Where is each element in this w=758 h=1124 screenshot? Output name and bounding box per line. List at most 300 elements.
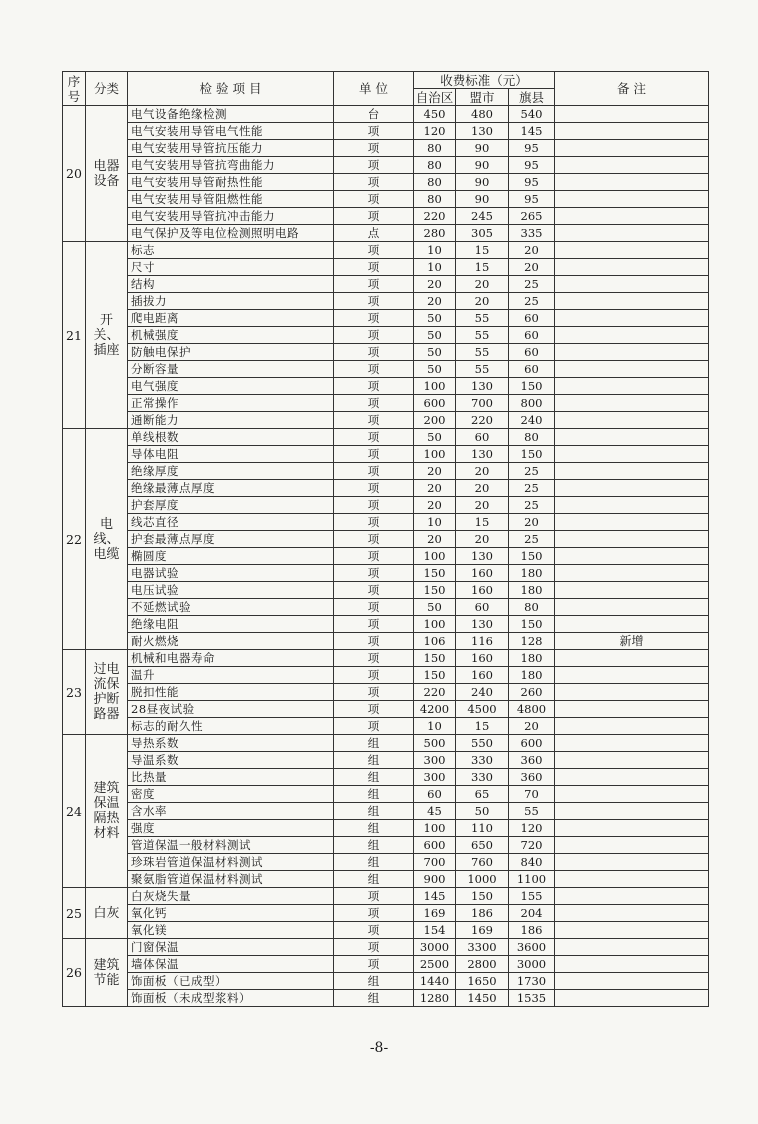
group-seq: 26 [63, 939, 86, 1007]
cell-fee-county: 55 [509, 803, 555, 820]
cell-fee-league: 130 [456, 123, 509, 140]
cell-fee-county: 360 [509, 752, 555, 769]
cell-fee-county: 1100 [509, 871, 555, 888]
cell-unit: 项 [334, 157, 414, 174]
cell-fee-league: 760 [456, 854, 509, 871]
table-row [63, 276, 709, 293]
cell-remark [555, 752, 709, 769]
cell-item: 珍珠岩管道保温材料测试 [128, 854, 334, 871]
table-row [63, 106, 709, 123]
cell-item: 绝缘电阻 [128, 616, 334, 633]
cell-item: 电气安装用导管抗冲击能力 [128, 208, 334, 225]
table-row [63, 548, 709, 565]
cell-fee-league: 20 [456, 293, 509, 310]
table-row [63, 650, 709, 667]
cell-fee-county: 335 [509, 225, 555, 242]
cell-fee-league: 1650 [456, 973, 509, 990]
cell-unit: 项 [334, 497, 414, 514]
cell-fee-league: 550 [456, 735, 509, 752]
group-category: 电线、电缆 [86, 429, 128, 650]
cell-remark [555, 939, 709, 956]
cell-fee-county: 600 [509, 735, 555, 752]
cell-fee-county: 20 [509, 242, 555, 259]
cell-fee-league: 110 [456, 820, 509, 837]
table-row [63, 123, 709, 140]
header-item: 检 验 项 目 [128, 72, 334, 106]
cell-unit: 项 [334, 140, 414, 157]
cell-fee-region: 900 [414, 871, 456, 888]
table-row [63, 429, 709, 446]
cell-item: 氧化钙 [128, 905, 334, 922]
cell-item: 电气保护及等电位检测照明电路 [128, 225, 334, 242]
table-row [63, 684, 709, 701]
table-row [63, 293, 709, 310]
cell-unit: 项 [334, 922, 414, 939]
cell-item: 白灰烧失量 [128, 888, 334, 905]
cell-fee-league: 55 [456, 310, 509, 327]
cell-remark [555, 990, 709, 1007]
cell-fee-league: 1000 [456, 871, 509, 888]
cell-fee-county: 360 [509, 769, 555, 786]
cell-fee-region: 50 [414, 344, 456, 361]
table-row [63, 633, 709, 650]
cell-unit: 点 [334, 225, 414, 242]
header-row [63, 72, 709, 89]
cell-unit: 项 [334, 293, 414, 310]
cell-fee-region: 10 [414, 514, 456, 531]
cell-item: 通断能力 [128, 412, 334, 429]
cell-fee-league: 65 [456, 786, 509, 803]
group-seq: 20 [63, 106, 86, 242]
cell-remark [555, 701, 709, 718]
table-row [63, 735, 709, 752]
cell-fee-region: 600 [414, 837, 456, 854]
header-fee: 收费标准（元） [414, 72, 555, 89]
cell-unit: 组 [334, 820, 414, 837]
table-row [63, 242, 709, 259]
cell-fee-region: 80 [414, 157, 456, 174]
table-row [63, 412, 709, 429]
cell-item: 机械和电器寿命 [128, 650, 334, 667]
cell-fee-league: 160 [456, 667, 509, 684]
cell-fee-region: 3000 [414, 939, 456, 956]
cell-item: 护套最薄点厚度 [128, 531, 334, 548]
cell-unit: 项 [334, 956, 414, 973]
cell-remark [555, 157, 709, 174]
cell-remark [555, 718, 709, 735]
cell-fee-region: 150 [414, 582, 456, 599]
cell-remark [555, 480, 709, 497]
cell-item: 电气强度 [128, 378, 334, 395]
cell-remark [555, 123, 709, 140]
cell-fee-county: 540 [509, 106, 555, 123]
cell-fee-county: 150 [509, 548, 555, 565]
cell-fee-region: 50 [414, 429, 456, 446]
cell-unit: 项 [334, 463, 414, 480]
cell-item: 温升 [128, 667, 334, 684]
header-unit: 单 位 [334, 72, 414, 106]
cell-fee-county: 25 [509, 497, 555, 514]
table-row [63, 973, 709, 990]
cell-item: 导温系数 [128, 752, 334, 769]
cell-unit: 项 [334, 939, 414, 956]
cell-unit: 项 [334, 361, 414, 378]
cell-unit: 项 [334, 276, 414, 293]
cell-remark [555, 854, 709, 871]
cell-unit: 组 [334, 973, 414, 990]
cell-fee-league: 305 [456, 225, 509, 242]
cell-unit: 项 [334, 548, 414, 565]
cell-fee-region: 150 [414, 667, 456, 684]
group-category: 白灰 [86, 888, 128, 939]
table-row [63, 939, 709, 956]
cell-item: 耐火燃烧 [128, 633, 334, 650]
cell-fee-county: 20 [509, 259, 555, 276]
cell-unit: 组 [334, 769, 414, 786]
table-row [63, 701, 709, 718]
cell-unit: 项 [334, 650, 414, 667]
group-category: 开关、插座 [86, 242, 128, 429]
cell-fee-league: 15 [456, 718, 509, 735]
cell-fee-region: 600 [414, 395, 456, 412]
cell-fee-county: 120 [509, 820, 555, 837]
table-row [63, 446, 709, 463]
cell-remark [555, 837, 709, 854]
cell-fee-region: 220 [414, 208, 456, 225]
cell-fee-league: 330 [456, 769, 509, 786]
table-row [63, 157, 709, 174]
cell-fee-region: 280 [414, 225, 456, 242]
cell-fee-league: 186 [456, 905, 509, 922]
table-row [63, 208, 709, 225]
cell-fee-region: 10 [414, 259, 456, 276]
cell-item: 电气设备绝缘检测 [128, 106, 334, 123]
cell-fee-league: 55 [456, 344, 509, 361]
cell-remark [555, 225, 709, 242]
cell-item: 电气安装用导管阻燃性能 [128, 191, 334, 208]
cell-unit: 项 [334, 412, 414, 429]
cell-fee-region: 4200 [414, 701, 456, 718]
cell-remark [555, 905, 709, 922]
cell-remark [555, 191, 709, 208]
page-number: -8- [369, 1040, 389, 1056]
table-row [63, 854, 709, 871]
cell-unit: 项 [334, 259, 414, 276]
cell-fee-county: 3000 [509, 956, 555, 973]
cell-remark [555, 531, 709, 548]
cell-fee-league: 160 [456, 582, 509, 599]
cell-remark [555, 361, 709, 378]
cell-unit: 组 [334, 871, 414, 888]
cell-item: 绝缘最薄点厚度 [128, 480, 334, 497]
cell-unit: 组 [334, 786, 414, 803]
cell-fee-league: 55 [456, 361, 509, 378]
table-row [63, 395, 709, 412]
table-row [63, 174, 709, 191]
cell-item: 密度 [128, 786, 334, 803]
cell-item: 28昼夜试验 [128, 701, 334, 718]
cell-fee-league: 60 [456, 599, 509, 616]
cell-unit: 组 [334, 735, 414, 752]
cell-item: 饰面板（未成型浆料） [128, 990, 334, 1007]
table-row [63, 480, 709, 497]
cell-fee-county: 150 [509, 378, 555, 395]
cell-fee-league: 169 [456, 922, 509, 939]
cell-fee-county: 60 [509, 310, 555, 327]
cell-item: 护套厚度 [128, 497, 334, 514]
cell-fee-region: 106 [414, 633, 456, 650]
cell-fee-county: 80 [509, 429, 555, 446]
cell-unit: 项 [334, 395, 414, 412]
cell-fee-league: 4500 [456, 701, 509, 718]
cell-fee-league: 90 [456, 174, 509, 191]
cell-fee-region: 150 [414, 650, 456, 667]
cell-unit: 项 [334, 888, 414, 905]
cell-fee-county: 20 [509, 718, 555, 735]
cell-unit: 项 [334, 378, 414, 395]
cell-item: 爬电距离 [128, 310, 334, 327]
cell-item: 聚氨脂管道保温材料测试 [128, 871, 334, 888]
cell-fee-county: 240 [509, 412, 555, 429]
cell-remark [555, 973, 709, 990]
cell-fee-region: 1280 [414, 990, 456, 1007]
cell-remark [555, 327, 709, 344]
cell-fee-league: 130 [456, 616, 509, 633]
header-remark: 备 注 [555, 72, 709, 106]
cell-fee-league: 160 [456, 650, 509, 667]
cell-item: 导热系数 [128, 735, 334, 752]
cell-fee-county: 25 [509, 293, 555, 310]
cell-fee-region: 1440 [414, 973, 456, 990]
group-category: 过电流保护断路器 [86, 650, 128, 735]
cell-fee-county: 25 [509, 463, 555, 480]
cell-fee-region: 100 [414, 378, 456, 395]
cell-item: 椭圆度 [128, 548, 334, 565]
cell-remark [555, 242, 709, 259]
cell-fee-league: 3300 [456, 939, 509, 956]
cell-fee-region: 100 [414, 446, 456, 463]
cell-item: 墙体保温 [128, 956, 334, 973]
cell-fee-county: 80 [509, 599, 555, 616]
cell-fee-region: 50 [414, 327, 456, 344]
cell-item: 绝缘厚度 [128, 463, 334, 480]
cell-unit: 组 [334, 990, 414, 1007]
cell-item: 强度 [128, 820, 334, 837]
cell-unit: 项 [334, 565, 414, 582]
cell-fee-county: 150 [509, 616, 555, 633]
cell-fee-county: 128 [509, 633, 555, 650]
cell-fee-league: 15 [456, 514, 509, 531]
cell-unit: 项 [334, 701, 414, 718]
cell-fee-county: 25 [509, 480, 555, 497]
cell-fee-county: 720 [509, 837, 555, 854]
cell-fee-county: 95 [509, 191, 555, 208]
cell-unit: 项 [334, 718, 414, 735]
cell-unit: 项 [334, 123, 414, 140]
table-row [63, 922, 709, 939]
cell-unit: 项 [334, 531, 414, 548]
cell-item: 导体电阻 [128, 446, 334, 463]
table-row [63, 344, 709, 361]
cell-fee-region: 154 [414, 922, 456, 939]
cell-item: 管道保温一般材料测试 [128, 837, 334, 854]
cell-fee-county: 800 [509, 395, 555, 412]
table-row [63, 327, 709, 344]
cell-remark [555, 871, 709, 888]
cell-fee-region: 50 [414, 599, 456, 616]
table-row [63, 616, 709, 633]
cell-fee-league: 130 [456, 548, 509, 565]
cell-fee-region: 150 [414, 565, 456, 582]
table-row [63, 497, 709, 514]
cell-remark [555, 888, 709, 905]
cell-fee-region: 20 [414, 293, 456, 310]
cell-fee-county: 20 [509, 514, 555, 531]
cell-remark [555, 667, 709, 684]
group-category: 建筑节能 [86, 939, 128, 1007]
cell-unit: 项 [334, 446, 414, 463]
cell-unit: 项 [334, 905, 414, 922]
cell-remark [555, 786, 709, 803]
cell-fee-region: 300 [414, 769, 456, 786]
cell-fee-county: 95 [509, 174, 555, 191]
cell-fee-county: 4800 [509, 701, 555, 718]
table-row [63, 905, 709, 922]
cell-fee-region: 120 [414, 123, 456, 140]
cell-fee-region: 10 [414, 718, 456, 735]
cell-fee-county: 180 [509, 582, 555, 599]
cell-unit: 台 [334, 106, 414, 123]
table-row [63, 531, 709, 548]
table-row [63, 786, 709, 803]
table-row [63, 310, 709, 327]
cell-fee-league: 130 [456, 378, 509, 395]
cell-fee-region: 20 [414, 480, 456, 497]
cell-fee-region: 100 [414, 548, 456, 565]
cell-fee-county: 840 [509, 854, 555, 871]
cell-fee-region: 200 [414, 412, 456, 429]
cell-remark [555, 446, 709, 463]
cell-remark [555, 548, 709, 565]
cell-fee-county: 155 [509, 888, 555, 905]
cell-item: 正常操作 [128, 395, 334, 412]
cell-fee-league: 20 [456, 497, 509, 514]
cell-remark [555, 803, 709, 820]
table-row [63, 888, 709, 905]
cell-fee-county: 95 [509, 140, 555, 157]
cell-unit: 项 [334, 310, 414, 327]
cell-fee-league: 90 [456, 140, 509, 157]
cell-unit: 项 [334, 344, 414, 361]
cell-fee-region: 20 [414, 531, 456, 548]
cell-item: 饰面板（已成型） [128, 973, 334, 990]
cell-item: 含水率 [128, 803, 334, 820]
cell-fee-county: 3600 [509, 939, 555, 956]
table-row [63, 667, 709, 684]
cell-fee-region: 50 [414, 361, 456, 378]
cell-remark [555, 582, 709, 599]
cell-fee-region: 100 [414, 820, 456, 837]
cell-remark [555, 463, 709, 480]
group-seq: 21 [63, 242, 86, 429]
cell-item: 电气安装用导管电气性能 [128, 123, 334, 140]
cell-fee-region: 169 [414, 905, 456, 922]
group-seq: 24 [63, 735, 86, 888]
cell-fee-county: 180 [509, 650, 555, 667]
cell-fee-county: 180 [509, 565, 555, 582]
cell-fee-league: 15 [456, 259, 509, 276]
cell-remark [555, 956, 709, 973]
cell-unit: 项 [334, 191, 414, 208]
cell-unit: 项 [334, 599, 414, 616]
cell-unit: 组 [334, 837, 414, 854]
cell-fee-league: 20 [456, 463, 509, 480]
cell-unit: 项 [334, 616, 414, 633]
group-seq: 22 [63, 429, 86, 650]
cell-remark [555, 208, 709, 225]
cell-fee-league: 245 [456, 208, 509, 225]
cell-item: 标志 [128, 242, 334, 259]
cell-fee-county: 70 [509, 786, 555, 803]
cell-fee-region: 10 [414, 242, 456, 259]
table-row [63, 803, 709, 820]
cell-item: 机械强度 [128, 327, 334, 344]
cell-remark [555, 616, 709, 633]
cell-fee-county: 150 [509, 446, 555, 463]
cell-fee-league: 15 [456, 242, 509, 259]
table-row [63, 361, 709, 378]
cell-item: 比热量 [128, 769, 334, 786]
table-row [63, 956, 709, 973]
cell-fee-region: 20 [414, 497, 456, 514]
cell-fee-region: 100 [414, 616, 456, 633]
cell-unit: 项 [334, 514, 414, 531]
cell-remark [555, 820, 709, 837]
cell-remark: 新增 [555, 633, 709, 650]
cell-unit: 项 [334, 633, 414, 650]
cell-fee-region: 2500 [414, 956, 456, 973]
cell-remark [555, 514, 709, 531]
cell-fee-county: 60 [509, 361, 555, 378]
cell-unit: 组 [334, 854, 414, 871]
cell-fee-county: 60 [509, 327, 555, 344]
cell-item: 门窗保温 [128, 939, 334, 956]
cell-fee-league: 700 [456, 395, 509, 412]
table-row [63, 225, 709, 242]
cell-fee-league: 130 [456, 446, 509, 463]
cell-fee-county: 25 [509, 276, 555, 293]
group-category: 建筑保温隔热材料 [86, 735, 128, 888]
cell-unit: 组 [334, 803, 414, 820]
table-row [63, 837, 709, 854]
cell-remark [555, 174, 709, 191]
cell-fee-league: 50 [456, 803, 509, 820]
cell-fee-league: 90 [456, 191, 509, 208]
cell-fee-region: 700 [414, 854, 456, 871]
cell-fee-county: 25 [509, 531, 555, 548]
table-row [63, 259, 709, 276]
cell-unit: 项 [334, 242, 414, 259]
cell-item: 不延燃试验 [128, 599, 334, 616]
cell-remark [555, 106, 709, 123]
cell-fee-county: 1535 [509, 990, 555, 1007]
cell-fee-region: 80 [414, 191, 456, 208]
cell-unit: 项 [334, 208, 414, 225]
cell-fee-region: 220 [414, 684, 456, 701]
cell-fee-league: 650 [456, 837, 509, 854]
cell-fee-region: 45 [414, 803, 456, 820]
cell-fee-league: 20 [456, 531, 509, 548]
